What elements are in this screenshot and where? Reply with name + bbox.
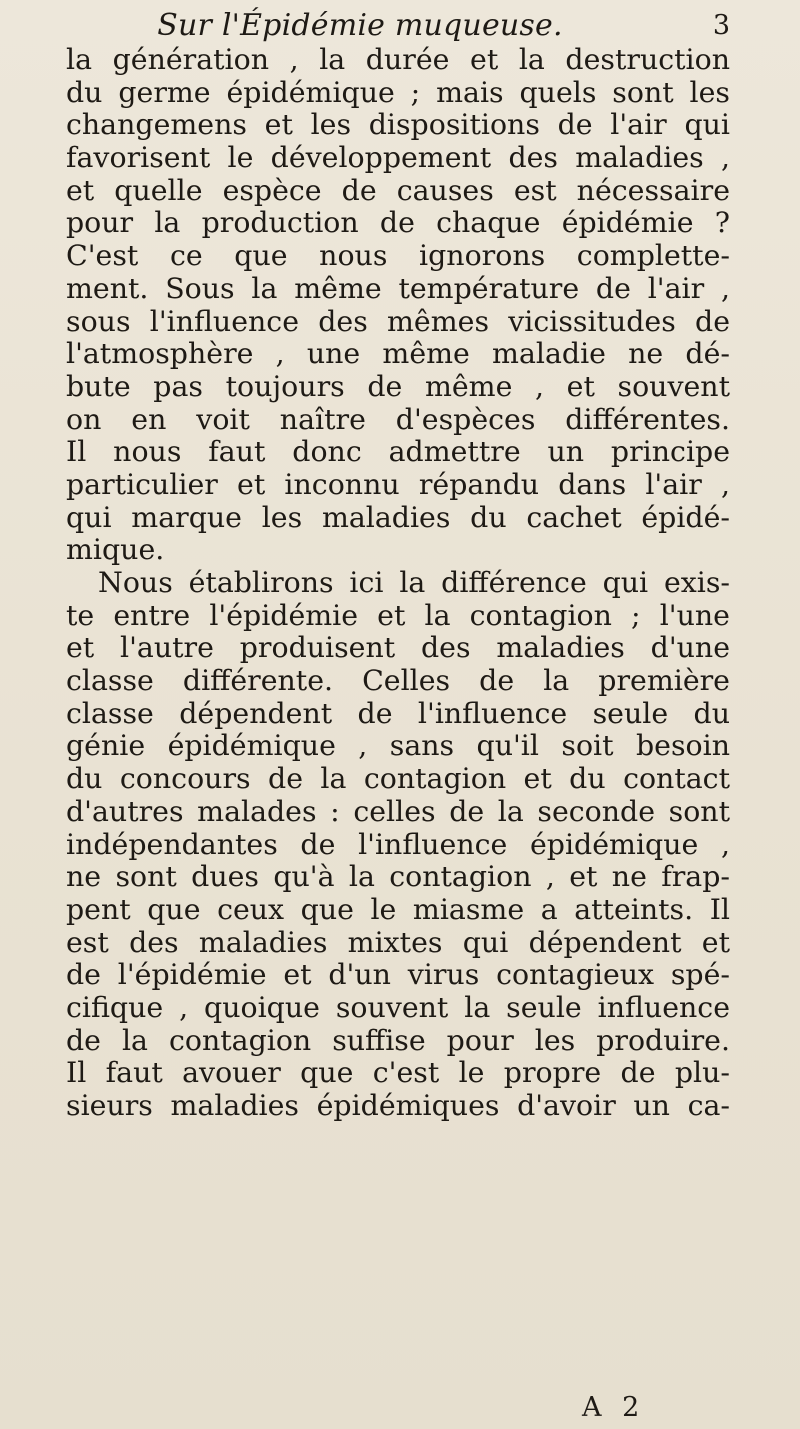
text-line: changemens et les dispositions de l'air qui: [66, 109, 730, 142]
text-line: l'atmosphère , une même maladie ne dé-: [66, 338, 730, 371]
text-line: génie épidémique , sans qu'il soit besoin: [66, 730, 730, 763]
text-line: on en voit naître d'espèces différentes.: [66, 403, 730, 436]
page-header: [110, 8, 730, 44]
text-line: pour la production de chaque épidémie ?: [66, 207, 730, 240]
text-line: Il faut avouer que c'est le propre de plu-: [66, 1057, 730, 1090]
running-title: Sur l'Épidémie muqueuse.: [157, 8, 563, 43]
text-line: te entre l'épidémie et la contagion ; l'une: [66, 599, 730, 632]
text-line: Il nous faut donc admettre un principe: [66, 436, 730, 469]
signature-mark: A 2: [582, 1392, 646, 1423]
text-line: et quelle espèce de causes est nécessaire: [66, 174, 730, 207]
text-line: Nous établirons ici la différence qui exis-: [98, 567, 730, 599]
text-line: C'est ce que nous ignorons complette-: [66, 240, 730, 273]
text-line: pent que ceux que le miasme a atteints. Il: [66, 893, 730, 926]
text-line: du germe épidémique ; mais quels sont les: [66, 76, 730, 109]
text-line: du concours de la contagion et du contact: [66, 763, 730, 796]
text-line: sieurs maladies épidémiques d'avoir un ca-: [66, 1090, 730, 1122]
text-line: la génération , la durée et la destruction: [66, 44, 730, 76]
text-line: de la contagion suffise pour les produire.: [66, 1024, 730, 1057]
text-line: ment. Sous la même température de l'air ,: [66, 272, 730, 305]
text-line: ne sont dues qu'à la contagion , et ne frap-: [66, 861, 730, 894]
text-line: sous l'influence des mêmes vicissitudes de: [66, 305, 730, 338]
text-line: indépendantes de l'influence épidémique ,: [66, 828, 730, 861]
text-line: d'autres malades : celles de la seconde sont: [66, 795, 730, 828]
text-line: de l'épidémie et d'un virus contagieux spé-: [66, 959, 730, 992]
text-line: particulier et inconnu répandu dans l'air ,: [66, 468, 730, 501]
text-line: qui marque les maladies du cachet épidé-: [66, 501, 730, 534]
text-line: classe différente. Celles de la première: [66, 665, 730, 698]
text-line: classe dépendent de l'influence seule du: [66, 697, 730, 730]
text-line: cifique , quoique souvent la seule influence: [66, 991, 730, 1024]
page-number: 3: [712, 10, 730, 41]
text-line: favorisent le développement des maladies ,: [66, 142, 730, 175]
text-line: est des maladies mixtes qui dépendent et: [66, 926, 730, 959]
text-line: mique.: [66, 534, 165, 567]
body-text: [66, 44, 730, 1123]
text-line: bute pas toujours de même , et souvent: [66, 370, 730, 403]
text-line: et l'autre produisent des maladies d'une: [66, 632, 730, 665]
